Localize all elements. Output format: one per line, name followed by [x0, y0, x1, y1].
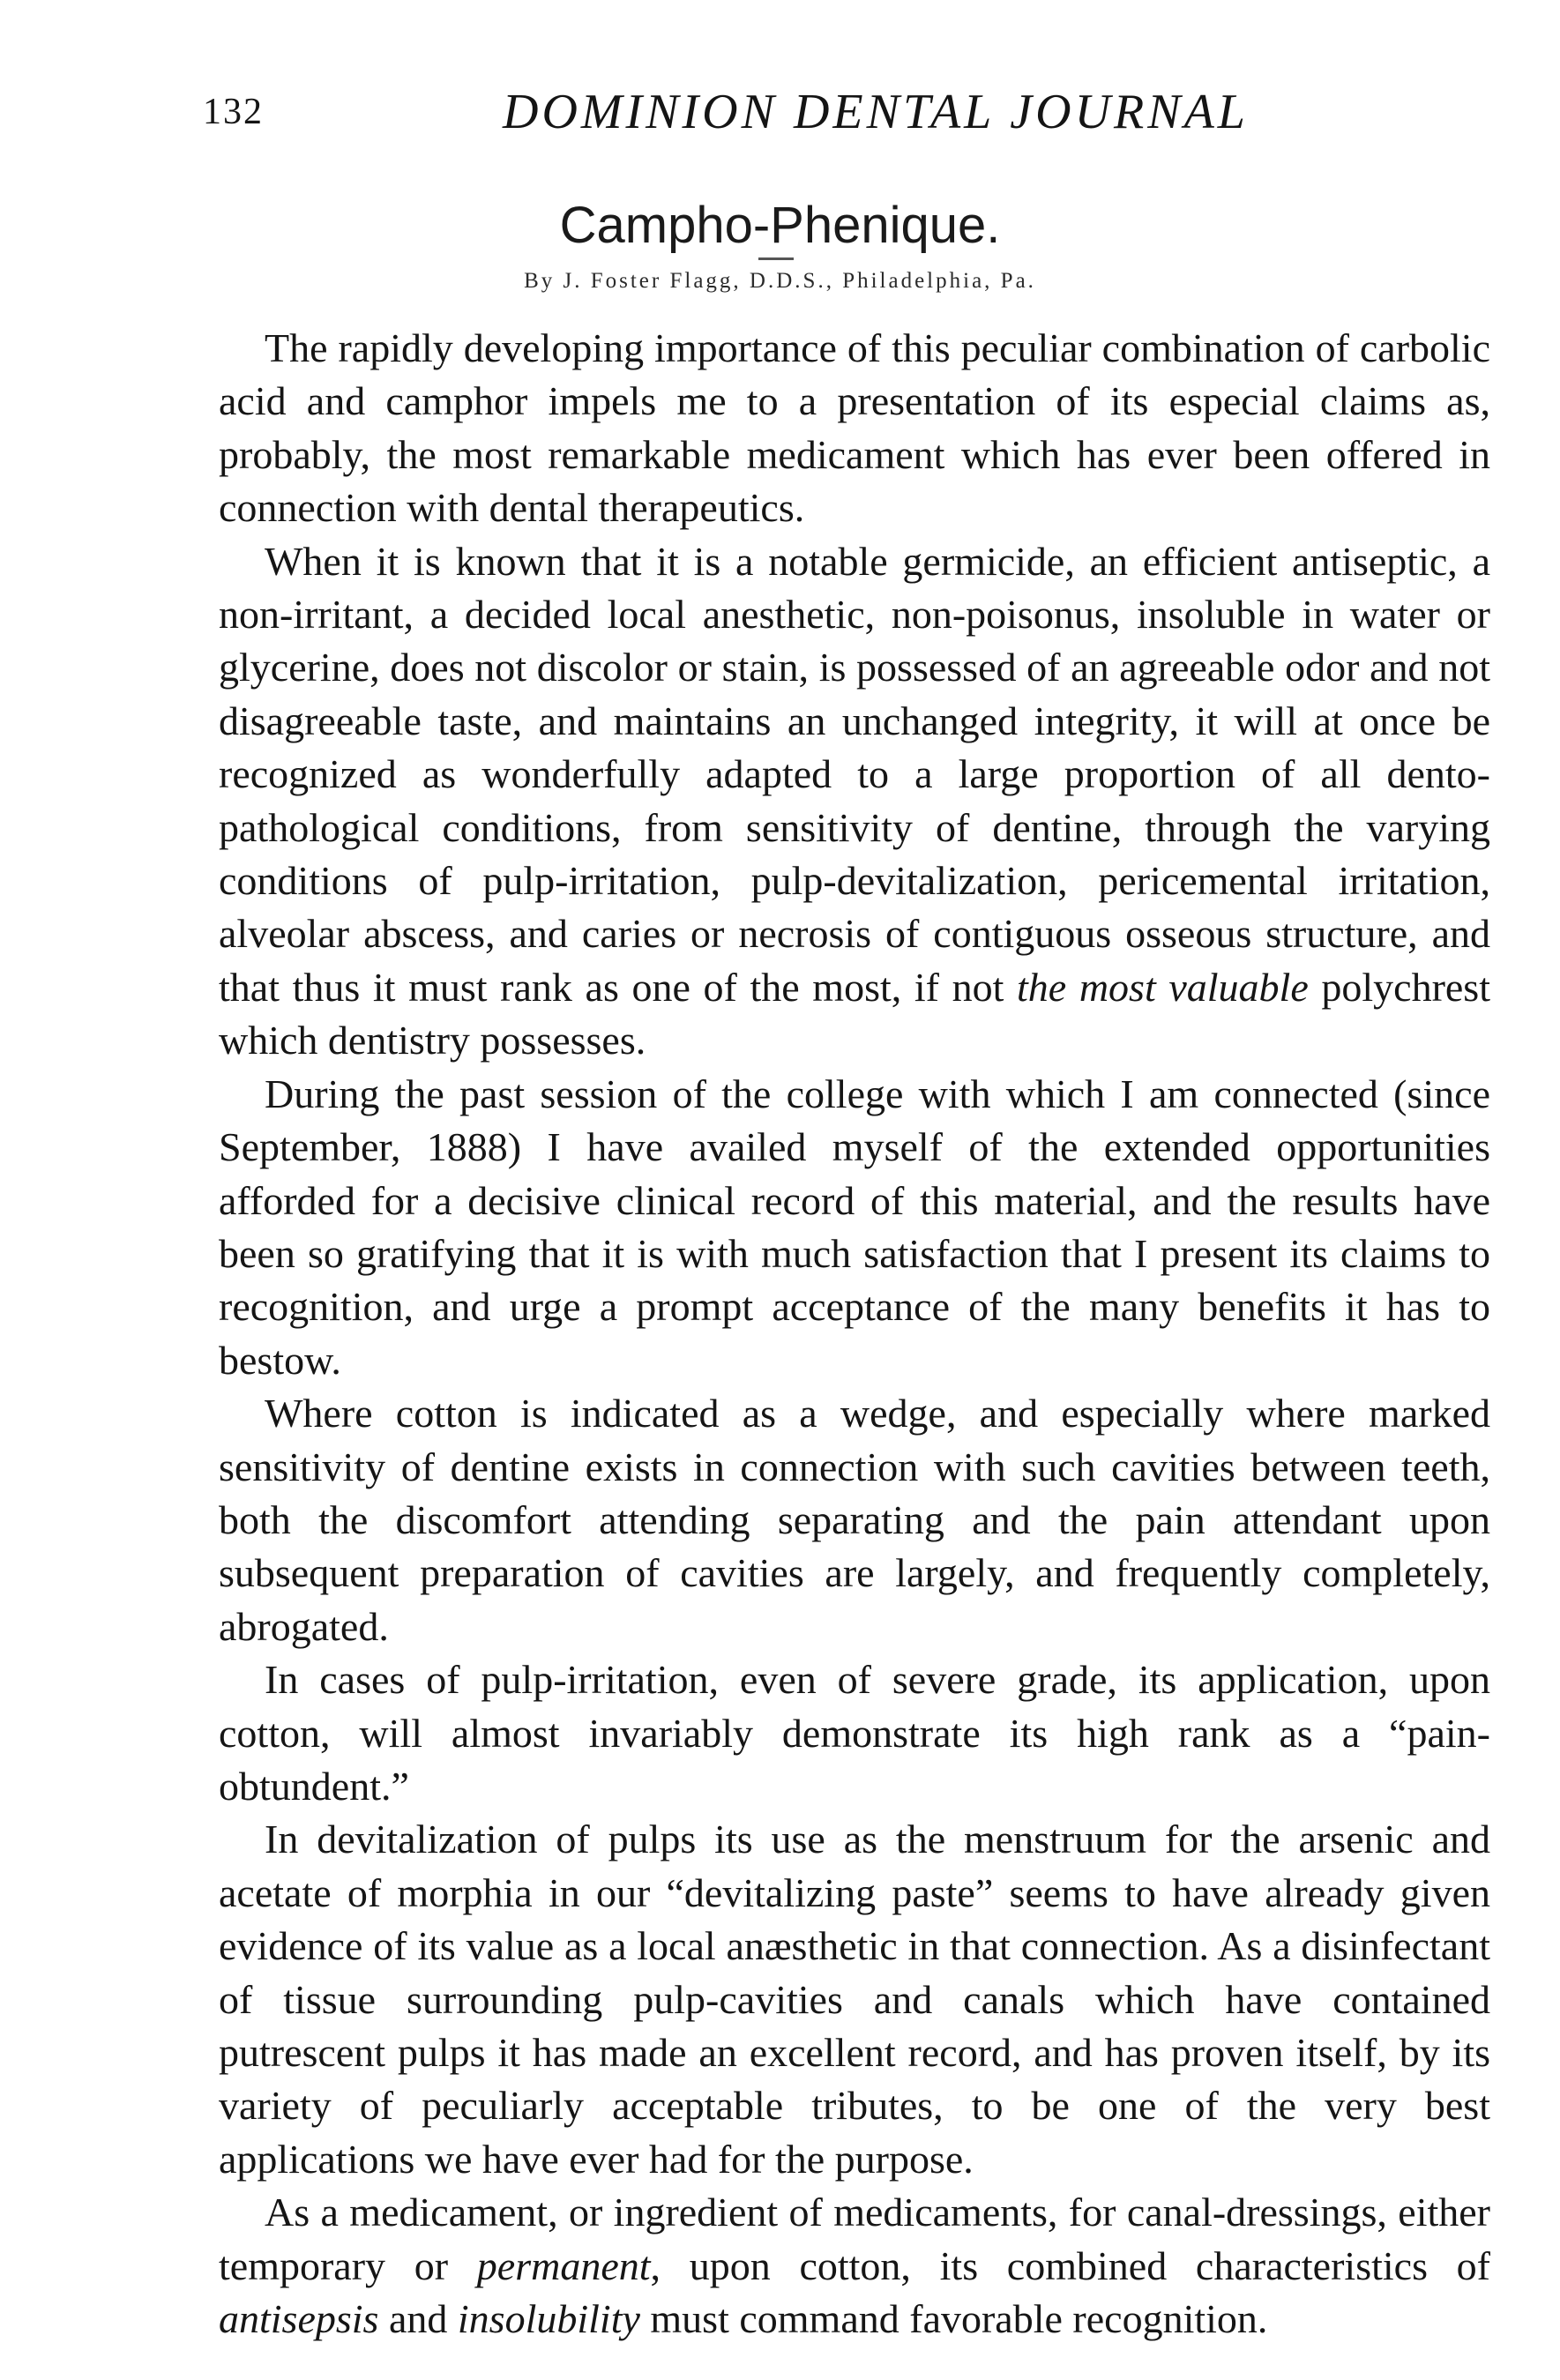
paragraph-text: During the past session of the college with which I am connected (since September, 1888) I have availed myself of the extended opportunities afforded for a decisive clinical record of this material, and the results have been so gratifying that it is with much satisfaction that I present its claims to recognition, and urge a prompt acceptance of the many benefits it has to bestow.: [219, 1071, 1490, 1383]
paragraph-text: must command favorable recognition.: [639, 2296, 1268, 2342]
paragraph: [219, 2186, 1490, 2346]
paragraph-text: The rapidly developing importance of this peculiar combination of carbolic acid and camphor impels me to a presentation of its especial claims as, probably, the most remarkable medicament which has ever been offered in connection with dental therapeutics.: [219, 325, 1490, 531]
paragraph: [219, 1068, 1490, 1387]
paragraph: [219, 1653, 1490, 1813]
paragraph-text: When it is known that it is a notable germicide, an efficient antiseptic, a non-irritant, a decided local anesthetic, non-poisonus, insoluble in water or glycerine, does not discolor or stain, is possessed of an agreeable odor and not disagreeable taste, and maintains an unchanged integrity, it will at once be recognized as wonderfully adapted to a large proportion of all dento-pathological conditions, from sensitivity of dentine, through the varying conditions of pulp-irritation, pulp-devitalization, pericemental irritation, alveolar abscess, and caries or necrosis of contiguous osseous structure, and that thus it must rank as one of the most, if not: [219, 538, 1490, 1010]
page-number: 132: [203, 92, 264, 132]
italic-emphasis: antisepsis: [219, 2296, 379, 2342]
article-body: [219, 322, 1490, 2346]
byline: By J. Foster Flagg, D.D.S., Philadelphia, Pa.: [524, 269, 1036, 293]
italic-emphasis: the most valuable: [1017, 964, 1309, 1010]
paragraph: [219, 322, 1490, 535]
paragraph-text: and: [378, 2296, 458, 2342]
article-title: Campho-Phenique.: [559, 197, 1001, 254]
running-head: [203, 84, 1526, 137]
italic-emphasis: insolubility: [457, 2296, 640, 2342]
italic-emphasis: permanent: [476, 2242, 651, 2288]
paragraph-text: polychrest which dentistry possesses.: [219, 964, 1490, 1063]
paragraph: [219, 1813, 1490, 2186]
title-rule: [758, 257, 794, 260]
paragraph-text: In devitalization of pulps its use as the menstruum for the arsenic and acetate of morphia in our “devitalizing paste” seems to have already given evidence of its value as a local anæsthetic in that connection. As a disinfectant of tissue surrounding pulp-cavities and canals which have contained putrescent pulps it has made an excellent record, and has proven itself, by its variety of peculiarly acceptable tributes, to be one of the very best applications we have ever had for the purpose.: [219, 1817, 1490, 2182]
journal-title: DOMINION DENTAL JOURNAL: [503, 85, 1249, 139]
paragraph-text: In cases of pulp-irritation, even of severe grade, its application, upon cotton, will almost invariably demonstrate its high rank as a “pain-obtundent.”: [219, 1657, 1490, 1809]
paragraph: [219, 1387, 1490, 1653]
paragraph-text: , upon cotton, its combined characteristics of: [650, 2242, 1490, 2288]
paragraph: [219, 535, 1490, 1068]
paragraph-text: Where cotton is indicated as a wedge, and especially where marked sensitivity of dentine exists in connection with such cavities between teeth, both the discomfort attending separating and the pain attendant upon subsequent preparation of cavities are largely, and frequently completely, abrogated.: [219, 1391, 1490, 1649]
paragraph-text: As a medicament, or ingredient of medicaments, for canal-dressings, either temporary or: [219, 2190, 1490, 2288]
